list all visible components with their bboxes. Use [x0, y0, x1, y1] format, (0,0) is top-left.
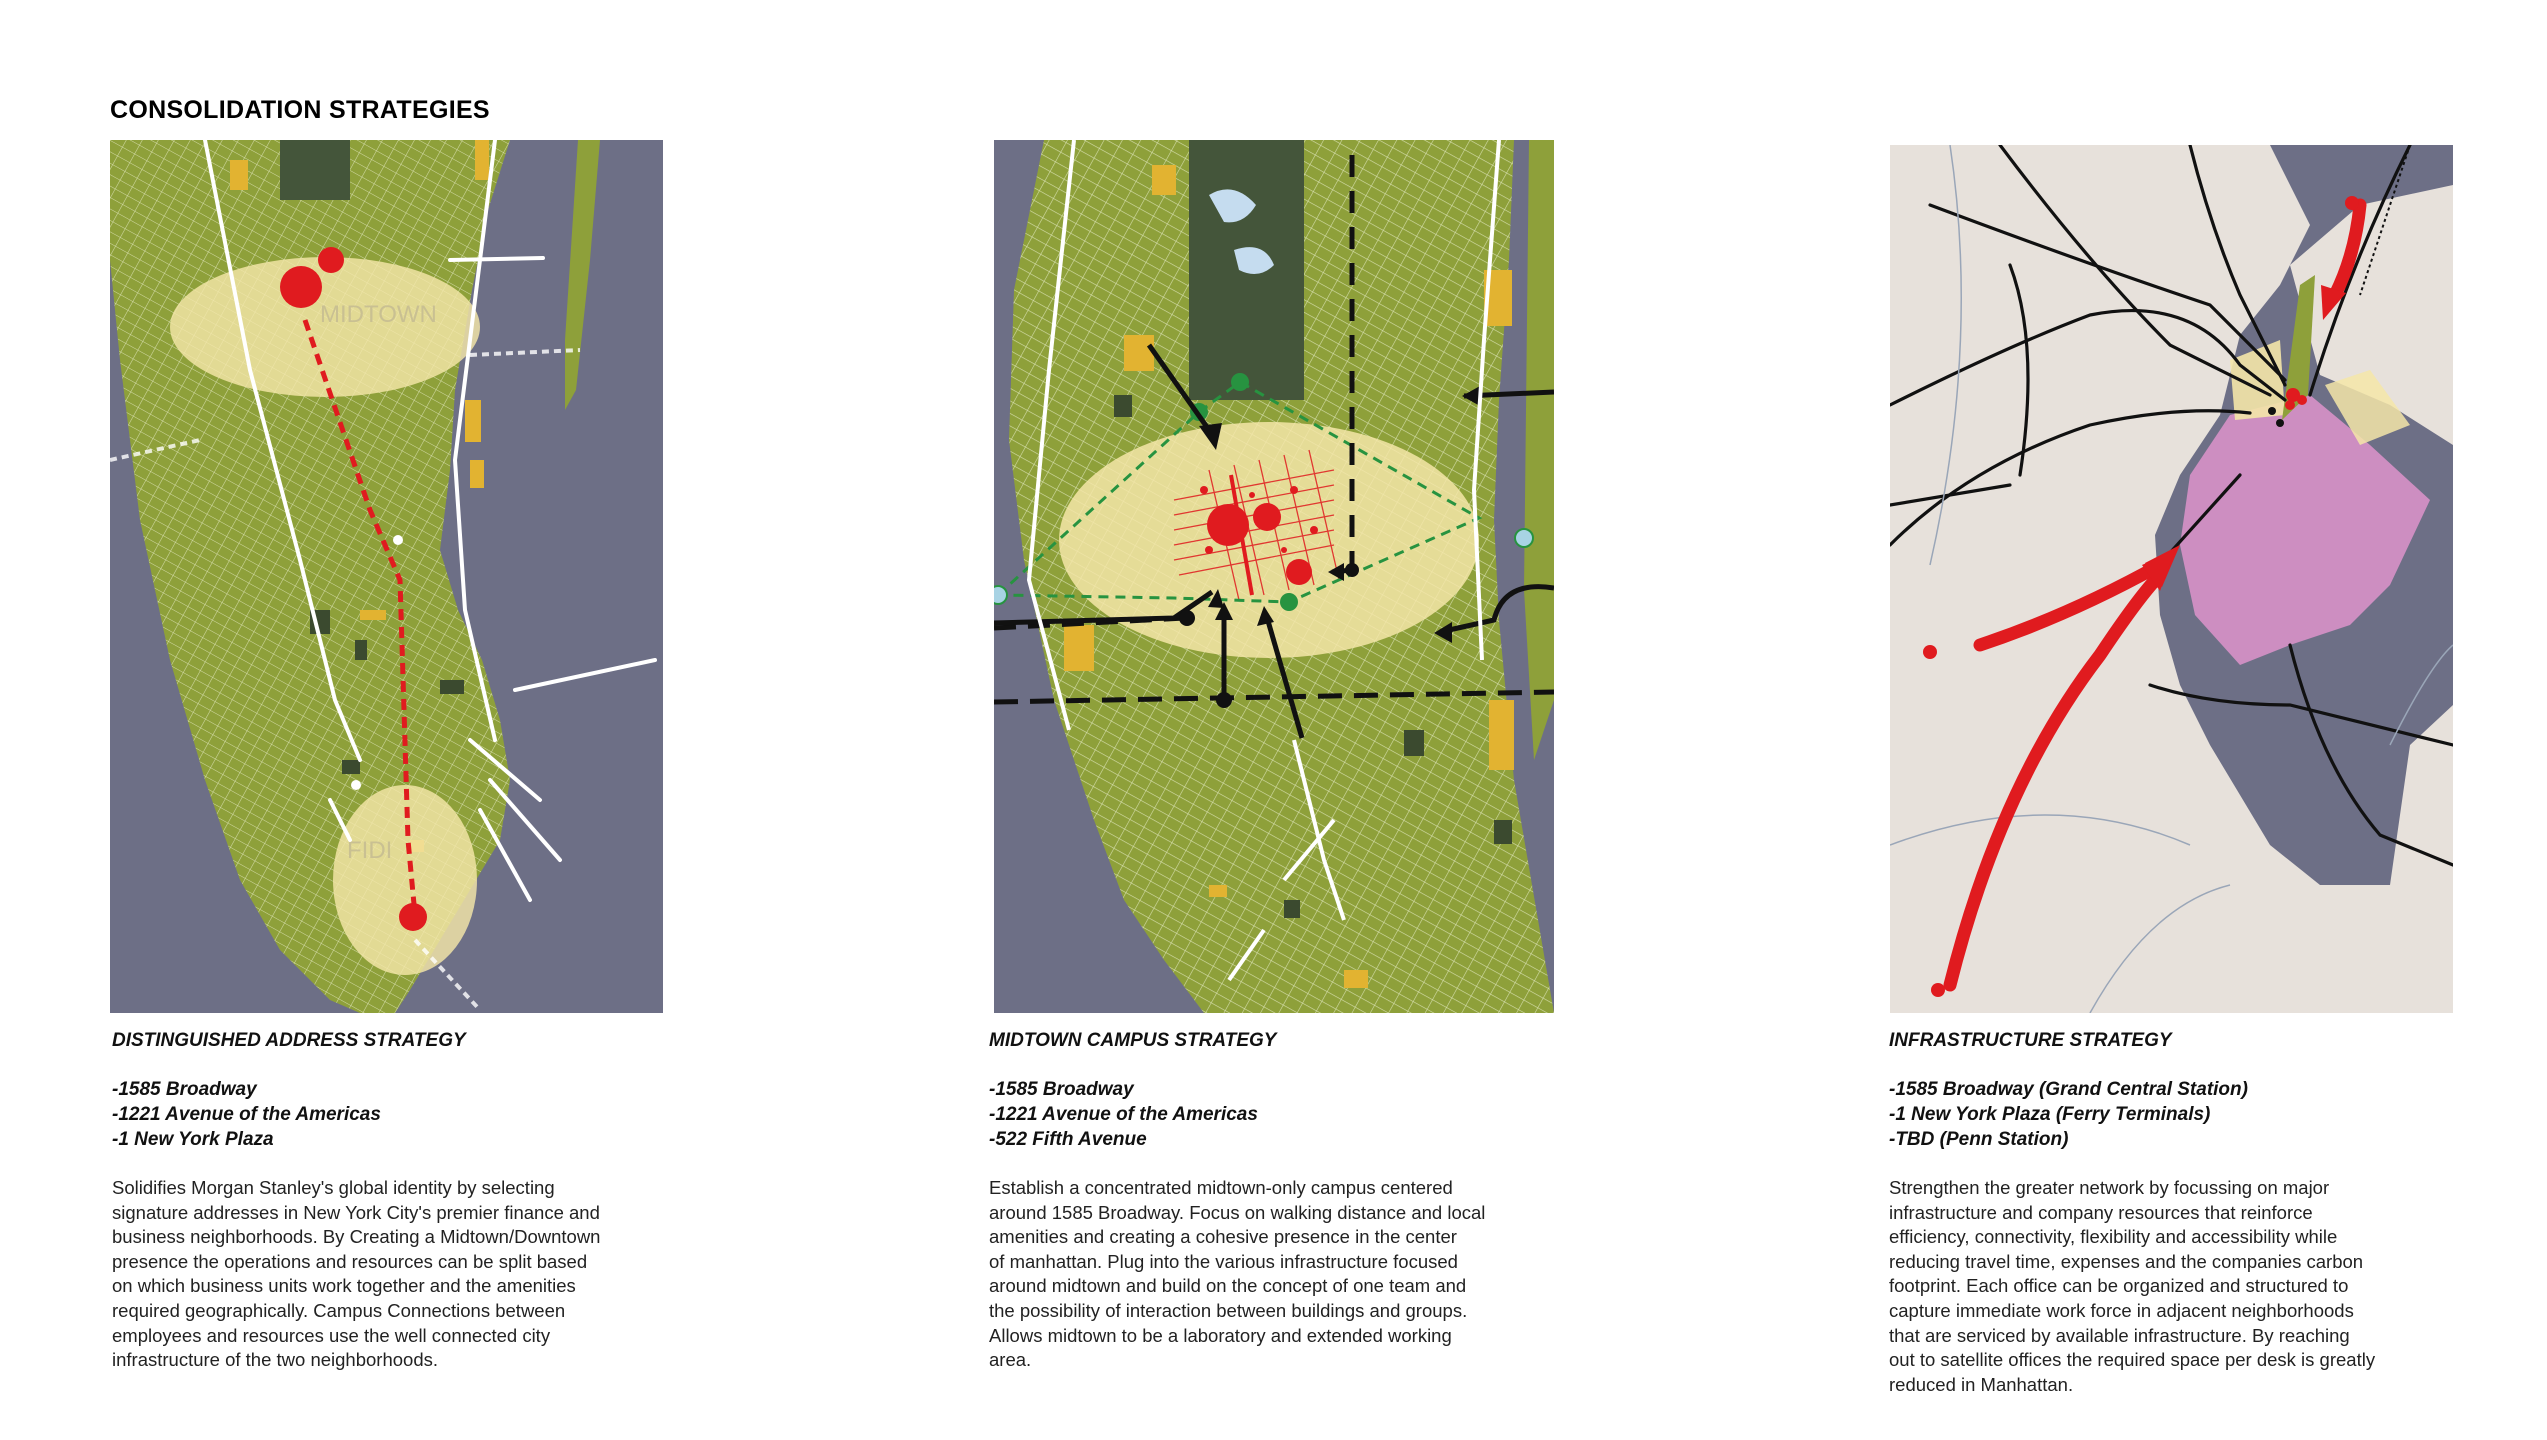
distinguished-address-map	[110, 140, 663, 1013]
central-park	[280, 140, 350, 200]
office-1-new-york-plaza	[399, 903, 427, 931]
address-item: -1 New York Plaza (Ferry Terminals)	[1889, 1104, 2211, 1125]
station-penn	[2285, 400, 2295, 410]
address-item: -TBD (Penn Station)	[1889, 1129, 2069, 1150]
midtown-campus-column	[989, 1024, 1549, 1373]
address-item: -1221 Avenue of the Americas	[112, 1104, 381, 1125]
office-1221-avenue	[318, 247, 344, 273]
distinguished-address-column	[112, 1024, 672, 1373]
address-list	[112, 1077, 672, 1152]
midtown-label: MIDTOWN	[320, 301, 437, 328]
infrastructure-map	[1890, 145, 2453, 1013]
strategy-description: Solidifies Morgan Stanley's global identity by selecting signature addresses in New York City's premier finance and business neighborhoods. By Creating a Midtown/Downtown presence the operations and resources can be split based on which business units work together and the amenities required geographically. Campus Connections between employees and resources use the well connected city infrastructure of the two neighborhoods.	[112, 1177, 601, 1371]
queens-land	[1524, 140, 1554, 760]
office-1221-avenue	[1253, 503, 1281, 531]
midtown-campus-map	[994, 140, 1554, 1013]
strategy-description: Establish a concentrated midtown-only campus centered around 1585 Broadway. Focus on walking distance and local amenities and creating a cohesive presence in the center of manhattan. Plug into the various infrastructure focused around midtown and build on the concept of one team and the possibility of interaction between buildings and groups. Allows midtown to be a laboratory and extended working area.	[989, 1177, 1486, 1371]
strategy-heading: MIDTOWN CAMPUS STRATEGY	[989, 1030, 1277, 1051]
address-list	[989, 1077, 1549, 1152]
address-item: -1585 Broadway (Grand Central Station)	[1889, 1079, 2248, 1100]
queens-land	[565, 140, 600, 410]
address-item: -1585 Broadway	[989, 1079, 1134, 1100]
strategy-heading: INFRASTRUCTURE STRATEGY	[1889, 1030, 2172, 1051]
fidi-label: FIDI	[347, 837, 393, 864]
address-item: -1 New York Plaza	[112, 1129, 274, 1150]
address-item: -1221 Avenue of the Americas	[989, 1104, 1258, 1125]
office-522-fifth-avenue	[1286, 559, 1312, 585]
page-title: CONSOLIDATION STRATEGIES	[110, 96, 490, 124]
address-item: -522 Fifth Avenue	[989, 1129, 1147, 1150]
infrastructure-column	[1889, 1024, 2449, 1397]
address-item: -1585 Broadway	[112, 1079, 257, 1100]
strategy-description: Strengthen the greater network by focussing on major infrastructure and company resources that reinforce efficiency, connectivity, flexibility and accessibility while reducing travel time, expenses and the companies carbon footprint. Each office can be organized and structured to capture immediate work force in adjacent neighborhoods that are serviced by available infrastructure. By reaching out to satellite offices the required space per desk is greatly reduced in Manhattan.	[1889, 1177, 2376, 1395]
strategy-heading: DISTINGUISHED ADDRESS STRATEGY	[112, 1030, 466, 1051]
address-list	[1889, 1077, 2449, 1152]
office-1585-broadway	[1207, 504, 1249, 546]
office-1585-broadway	[280, 266, 322, 308]
